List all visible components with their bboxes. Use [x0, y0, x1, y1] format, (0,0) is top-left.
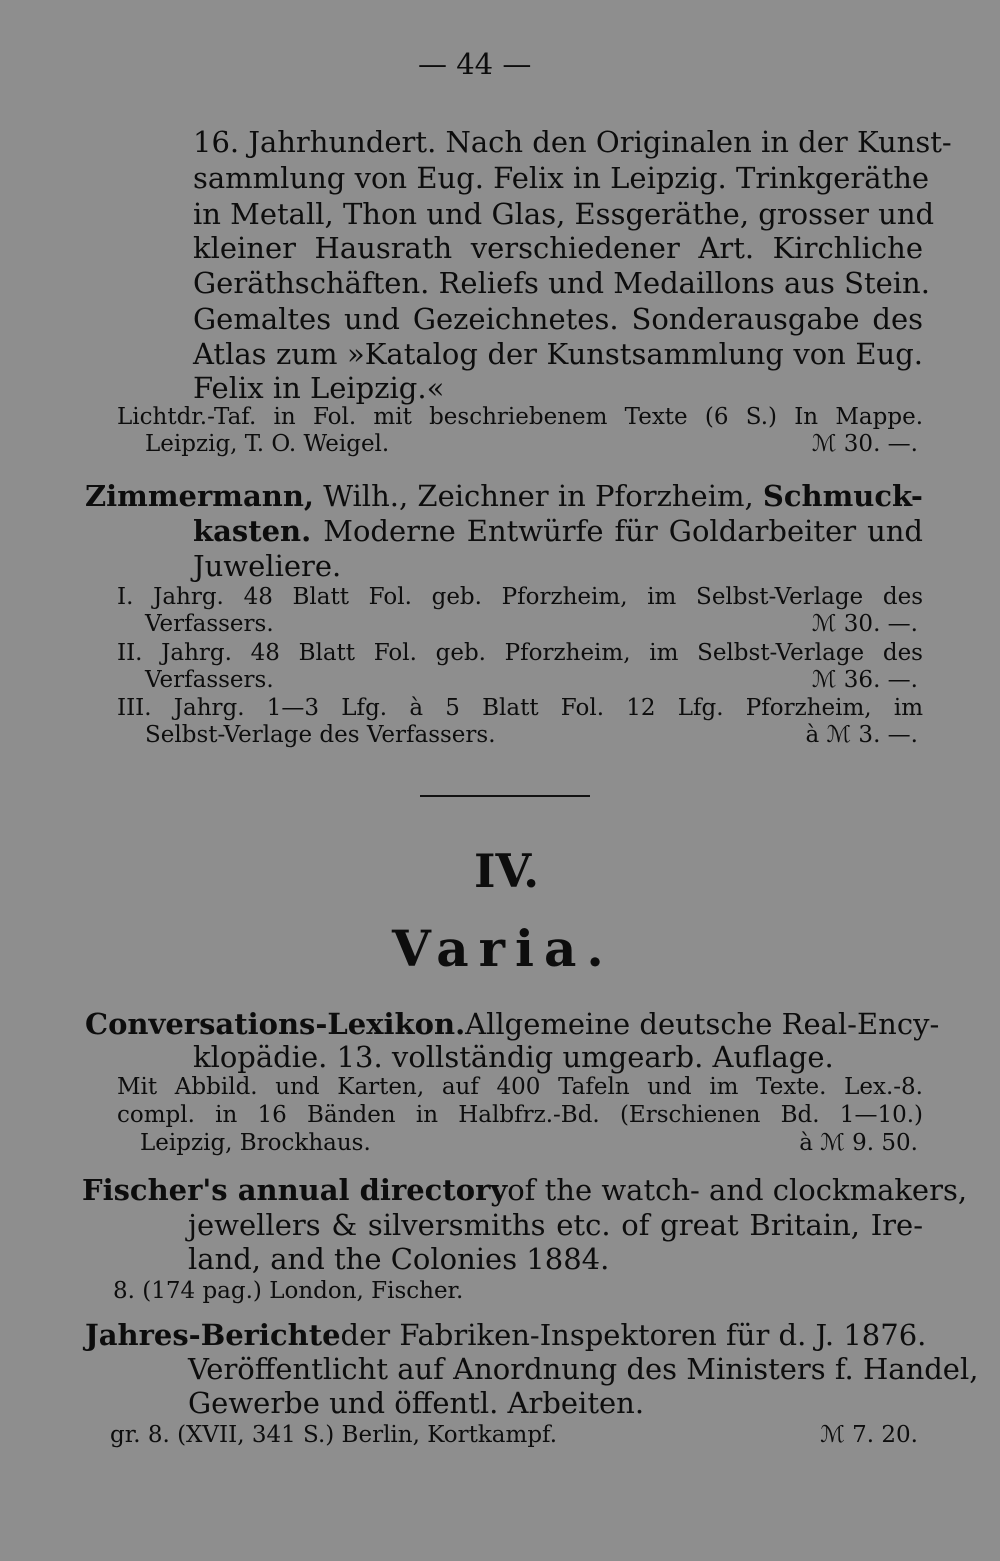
entry-heading-line [82, 1173, 968, 1207]
entry-heading-line [85, 1007, 940, 1041]
price: à ℳ 9. 50. [799, 1130, 918, 1156]
text-line: kleiner Hausrath verschiedener Art. Kirchliche [193, 231, 923, 265]
publisher-line: Leipzig, Brockhaus. [140, 1130, 371, 1156]
text-line: Felix in Leipzig.« [193, 371, 445, 405]
volume-detail: Verfassers. [145, 667, 274, 693]
volume-detail: II. Jahrg. 48 Blatt Fol. geb. Pforzheim, im Selbst-Verlage des [117, 640, 923, 666]
price: ℳ 30. —. [811, 611, 918, 637]
publisher-line: Leipzig, T. O. Weigel. [145, 431, 390, 457]
volume-detail: III. Jahrg. 1—3 Lfg. à 5 Blatt Fol. 12 Lfg. Pforzheim, im [117, 695, 923, 721]
entry-title-line [193, 514, 923, 548]
text-line: der Fabriken-Inspektoren für d. J. 1876. [340, 1318, 927, 1352]
text-line: Atlas zum »Katalog der Kunstsammlung von Eug. [193, 337, 923, 371]
section-number: IV. [474, 844, 540, 898]
price: ℳ 36. —. [811, 667, 918, 693]
text-line: klopädie. 13. vollständig umgearb. Auflage. [193, 1040, 834, 1074]
publisher-line: gr. 8. (XVII, 341 S.) Berlin, Kortkampf. [110, 1422, 558, 1448]
price: ℳ 30. —. [811, 431, 918, 457]
text-line: in Metall, Thon und Glas, Essgeräthe, grosser und [193, 197, 935, 231]
bibliographic-detail: compl. in 16 Bänden in Halbfrz.-Bd. (Erschienen Bd. 1—10.) [117, 1102, 923, 1128]
book-title: Conversations-Lexikon. [85, 1007, 466, 1041]
text-line: Gewerbe und öffentl. Arbeiten. [188, 1386, 645, 1420]
price: ℳ 7. 20. [820, 1422, 918, 1448]
text-line: of the watch- and clockmakers, [507, 1173, 968, 1207]
author-description: Wilh., Zeichner in Pforzheim, [323, 479, 754, 513]
text-line: Allgemeine deutsche Real-Ency- [465, 1007, 940, 1041]
book-title: Jahres-Berichte [85, 1318, 341, 1352]
text-line: Geräthschäften. Reliefs und Medaillons aus Stein. [193, 266, 930, 300]
text-line: land, and the Colonies 1884. [188, 1242, 610, 1276]
text-line: sammlung von Eug. Felix in Leipzig. Trinkgeräthe [193, 161, 930, 195]
author-name: Zimmermann, [85, 479, 315, 513]
section-divider [420, 795, 590, 797]
book-title: Fischer's annual directory [82, 1173, 508, 1207]
section-title: Varia. [392, 919, 614, 978]
bibliographic-detail: Lichtdr.-Taf. in Fol. mit beschriebenem Texte (6 S.) In Mappe. [117, 404, 923, 430]
text-line: jewellers & silversmiths etc. of great Britain, Ire- [188, 1208, 923, 1242]
bibliographic-detail: Mit Abbild. und Karten, auf 400 Tafeln und im Texte. Lex.-8. [117, 1074, 923, 1100]
text-line: Gemaltes und Gezeichnetes. Sonderausgabe des [193, 302, 923, 336]
text-line: Juweliere. [193, 549, 342, 583]
page-number: — 44 — [418, 47, 532, 81]
volume-detail: Verfassers. [145, 611, 274, 637]
text-line: Veröffentlicht auf Anordnung des Ministers f. Handel, [188, 1352, 979, 1386]
publisher-line: 8. (174 pag.) London, Fischer. [113, 1278, 464, 1304]
text-line: 16. Jahrhundert. Nach den Originalen in der Kunst- [193, 125, 952, 159]
book-title: kasten. [193, 514, 312, 548]
entry-heading-line [85, 1318, 927, 1352]
text-line: Moderne Entwürfe für Goldarbeiter und [323, 514, 923, 548]
book-title: Schmuck- [762, 479, 923, 513]
volume-detail: I. Jahrg. 48 Blatt Fol. geb. Pforzheim, im Selbst-Verlage des [117, 584, 923, 610]
price: à ℳ 3. —. [805, 722, 918, 748]
entry-heading-line [85, 479, 923, 513]
volume-detail: Selbst-Verlage des Verfassers. [145, 722, 496, 748]
